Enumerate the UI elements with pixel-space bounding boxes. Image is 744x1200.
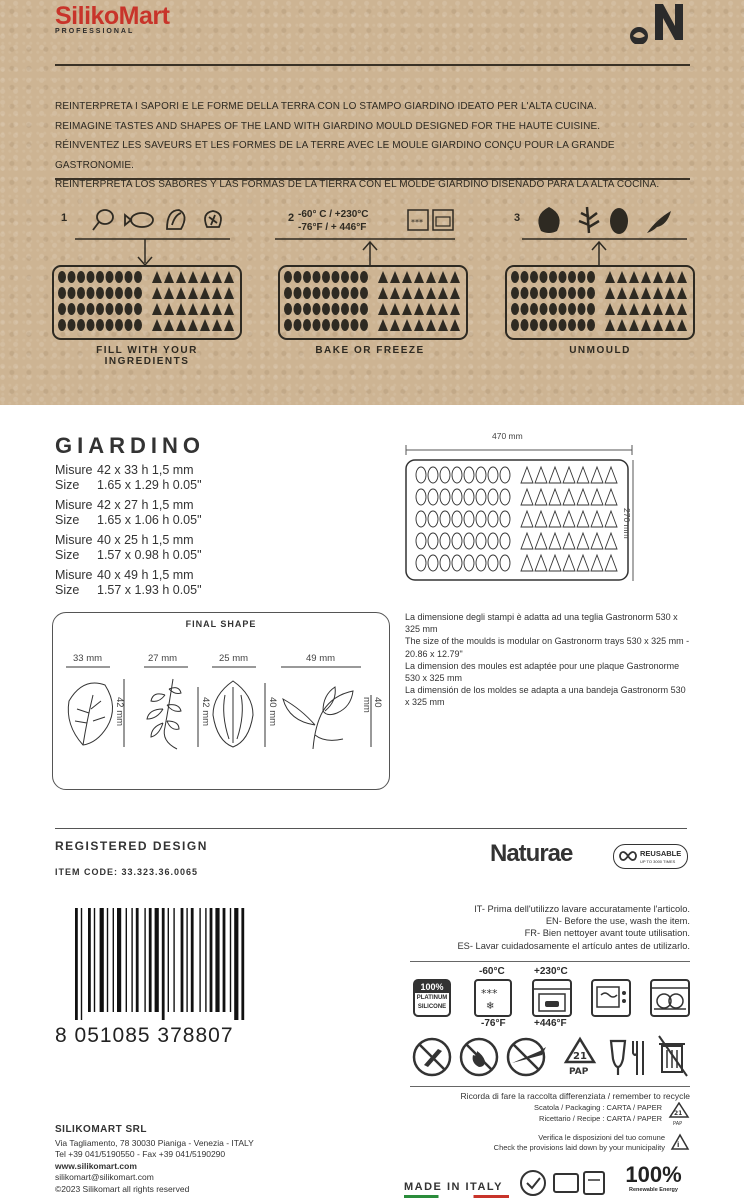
misure-label: Misure [55, 568, 93, 582]
pap-recycle-icon [561, 1036, 599, 1076]
step-1-label: FILL WITH YOUR INGREDIENTS [96, 345, 198, 367]
municipality-en: Check the provisions laid down by your municipality [493, 1143, 665, 1152]
company-info [55, 1124, 254, 1196]
renewable-energy-badge [616, 1163, 691, 1193]
size-block [55, 463, 202, 492]
shape-1-width: 33 mm [73, 653, 103, 664]
oven-max-c: +230°C [534, 966, 568, 977]
mould-height-label: 270 mm [622, 508, 632, 539]
infinity-icon [619, 850, 637, 862]
tray-step-2-icon [278, 265, 468, 340]
icons-divider-1 [410, 961, 690, 962]
misure-value: 40 x 25 h 1,5 mm [97, 533, 194, 547]
step-1-number: 1 [61, 212, 68, 224]
temp-celsius: -60° C / +230°C [298, 209, 369, 220]
mould-diagram [405, 459, 629, 581]
recycle-check-icon [670, 1133, 690, 1153]
size-label: Size [55, 547, 80, 562]
modular-en: The size of the moulds is modular on Gastronorm trays 530 x 325 mm - 20.86 x 12.79" [405, 636, 690, 659]
size-value: 1.57 x 1.93 h 0.05" [97, 582, 202, 597]
size-label: Size [55, 512, 80, 527]
svg-text:❄: ❄ [486, 1001, 495, 1012]
microwave-icon [591, 979, 631, 1017]
step-3-label: UNMOULD [569, 345, 631, 356]
product-title: GIARDINO [55, 433, 205, 458]
made-in-italy: MADE IN ITALY [404, 1181, 503, 1193]
pap-label: PAP [569, 1067, 589, 1076]
modular-fr: La dimension des moules est adaptée pour une plaque Gastronorme 530 x 325 mm [405, 660, 680, 684]
barcode [75, 908, 245, 1020]
shape-3-height: 40 mm [267, 697, 278, 727]
temp-fahrenheit: -76°F / + 446°F [298, 222, 367, 233]
renewable-label: Renewable Energy [629, 1187, 678, 1193]
modular-es: La dimensión de los moldes se adapta a una bandeja Gastronorm 530 x 325 mm [405, 685, 686, 708]
recycle-remember: Ricorda di fare la raccolta differenziata / remember to recycle [460, 1091, 690, 1101]
svg-text:21: 21 [674, 1110, 683, 1117]
shape-2-width: 27 mm [148, 653, 178, 664]
company-phone: Tel +39 041/5190550 - Fax +39 041/5190290 [55, 1149, 226, 1160]
barcode-number: 8 051085 378807 [55, 1024, 234, 1047]
pap21-small-icon [668, 1102, 690, 1126]
step-3-number: 3 [514, 212, 521, 224]
company-copyright: ©2023 Silikomart all rights reserved [55, 1183, 190, 1194]
municipality-it: Verifica le disposizioni del tuo comune [538, 1133, 665, 1142]
reusable-times: UP TO 3000 TIMES [640, 859, 676, 864]
svg-text:i: i [677, 1141, 680, 1149]
misure-value: 40 x 49 h 1,5 mm [97, 568, 194, 582]
reusable-badge [613, 844, 688, 869]
shape-1-height: 42 mm [114, 697, 125, 727]
eco-icons [518, 1168, 608, 1198]
silicone-label: SILICONE [417, 1004, 447, 1010]
bake-freeze-icons [275, 205, 465, 267]
item-code: ITEM CODE: 33.323.36.0065 [55, 867, 199, 877]
bin-icon [657, 1034, 691, 1078]
shape-4-width: 49 mm [306, 653, 336, 664]
dishwasher-icon [650, 979, 690, 1017]
italy-flag-bar [404, 1195, 509, 1198]
intro-fr: RÉINVENTEZ LES SAVEURS ET LES FORMES DE LA TERRE AVEC LE MOULE GIARDINO CONÇU POUR LA GRANDE GASTRONOMIE. [55, 140, 615, 171]
size-block [55, 498, 202, 527]
company-email[interactable]: silikomart@silikomart.com [55, 1172, 154, 1183]
renewable-pct: 100% [625, 1162, 682, 1187]
size-block [55, 568, 202, 597]
size-list [55, 463, 202, 603]
brand-tagline: PROFESSIONAL [55, 28, 135, 35]
company-website[interactable]: www.silikomart.com [55, 1160, 137, 1171]
tray-step-1-icon [52, 265, 242, 340]
misure-label: Misure [55, 533, 93, 547]
size-block [55, 533, 202, 562]
size-label: Size [55, 582, 80, 597]
intro-es: REINTERPRETA LOS SABORES Y LAS FORMAS DE LA TIERRA CON EL MOLDE GIARDINO DISEÑADO PARA LA ALTA COCINA. [55, 179, 660, 190]
size-value: 1.57 x 0.98 h 0.05" [97, 547, 202, 562]
recycle-recipe: Ricettario / Recipe : CARTA / PAPER [539, 1114, 662, 1123]
company-name: SILIKOMART SRL [55, 1124, 147, 1135]
food-safe-icon [607, 1037, 649, 1077]
company-address: Via Tagliamento, 78 30030 Pianiga - Venezia - ITALY [55, 1137, 254, 1148]
platinum-silicone-icon [413, 979, 451, 1017]
step-2-label: BAKE OR FREEZE [315, 345, 425, 356]
no-knife-icon [412, 1037, 452, 1077]
modular-it: La dimensione degli stampi è adatta ad una teglia Gastronorm 530 x 325 mm [405, 612, 678, 635]
intro-text [55, 97, 695, 195]
freezer-min-c: -60°C [479, 966, 505, 977]
final-shape-title: FINAL SHAPE [185, 619, 257, 629]
oven-icon [532, 979, 572, 1017]
intro-en: REIMAGINE TASTES AND SHAPES OF THE LAND WITH GIARDINO MOULD DESIGNED FOR THE HAUTE CUISINE. [55, 120, 601, 132]
step-2-number: 2 [288, 212, 295, 224]
intro-it: REINTERPRETA I SAPORI E LE FORME DELLA TERRA CON LO STAMPO GIARDINO IDEATO PER L'ALTA CUCINA. [55, 101, 597, 112]
municipality-text [400, 1133, 665, 1153]
freezer-min-f: -76°F [481, 1018, 506, 1029]
recycle-packaging: Scatola / Packaging : CARTA / PAPER [534, 1103, 662, 1112]
modular-text [405, 611, 690, 709]
oven-max-f: +446°F [534, 1018, 567, 1029]
naturae-n-logo-icon [625, 0, 691, 44]
mould-width-label: 470 mm [492, 431, 523, 441]
misure-label: Misure [55, 463, 93, 477]
shape-2-height: 42 mm [200, 697, 211, 727]
freezer-icon [474, 979, 512, 1017]
final-shape-box [52, 612, 390, 790]
wash-en: EN- Before the use, wash the item. [545, 916, 690, 927]
size-value: 1.65 x 1.29 h 0.05" [97, 477, 202, 492]
pap-number: 21 [573, 1051, 587, 1062]
shape-4-height: 40 mm [361, 697, 383, 713]
tray-step-3-icon [505, 265, 695, 340]
icons-divider-2 [410, 1086, 690, 1087]
size-value: 1.65 x 1.06 h 0.05" [97, 512, 202, 527]
silikomart-logo [55, 2, 169, 35]
unmould-icons [507, 205, 692, 267]
platinum-label: PLATINUM [416, 995, 448, 1001]
misure-value: 42 x 33 h 1,5 mm [97, 463, 194, 477]
wash-instructions [400, 903, 690, 952]
shape-3-width: 25 mm [219, 653, 249, 664]
svg-text:***: *** [411, 218, 423, 227]
svg-text:***: *** [481, 987, 498, 1000]
ingredients-icons [75, 205, 235, 267]
wash-es: ES- Lavar cuidadosamente el artículo antes de utilizarlo. [457, 940, 690, 951]
width-dimension-line [404, 443, 636, 457]
recycle-text [400, 1091, 690, 1124]
svg-text:PAP: PAP [673, 1121, 683, 1126]
wash-it: IT- Prima dell'utilizzo lavare accuratamente l'articolo. [474, 904, 690, 914]
final-shapes-drawing [53, 665, 391, 755]
no-flame-icon [459, 1037, 499, 1077]
platinum-pct: 100% [415, 981, 449, 993]
brand-name: SilikoMart [55, 2, 170, 30]
reusable-label: REUSABLE [640, 849, 682, 858]
naturae-logo: Naturae [490, 840, 573, 867]
no-cutting-icon [506, 1037, 548, 1077]
wash-fr: FR- Bien nettoyer avant toute utilisation. [524, 928, 690, 939]
misure-label: Misure [55, 498, 93, 512]
registered-design: REGISTERED DESIGN [55, 839, 208, 853]
registered-divider [55, 828, 687, 829]
header-divider-top [55, 64, 690, 66]
size-label: Size [55, 477, 80, 492]
misure-value: 42 x 27 h 1,5 mm [97, 498, 194, 512]
